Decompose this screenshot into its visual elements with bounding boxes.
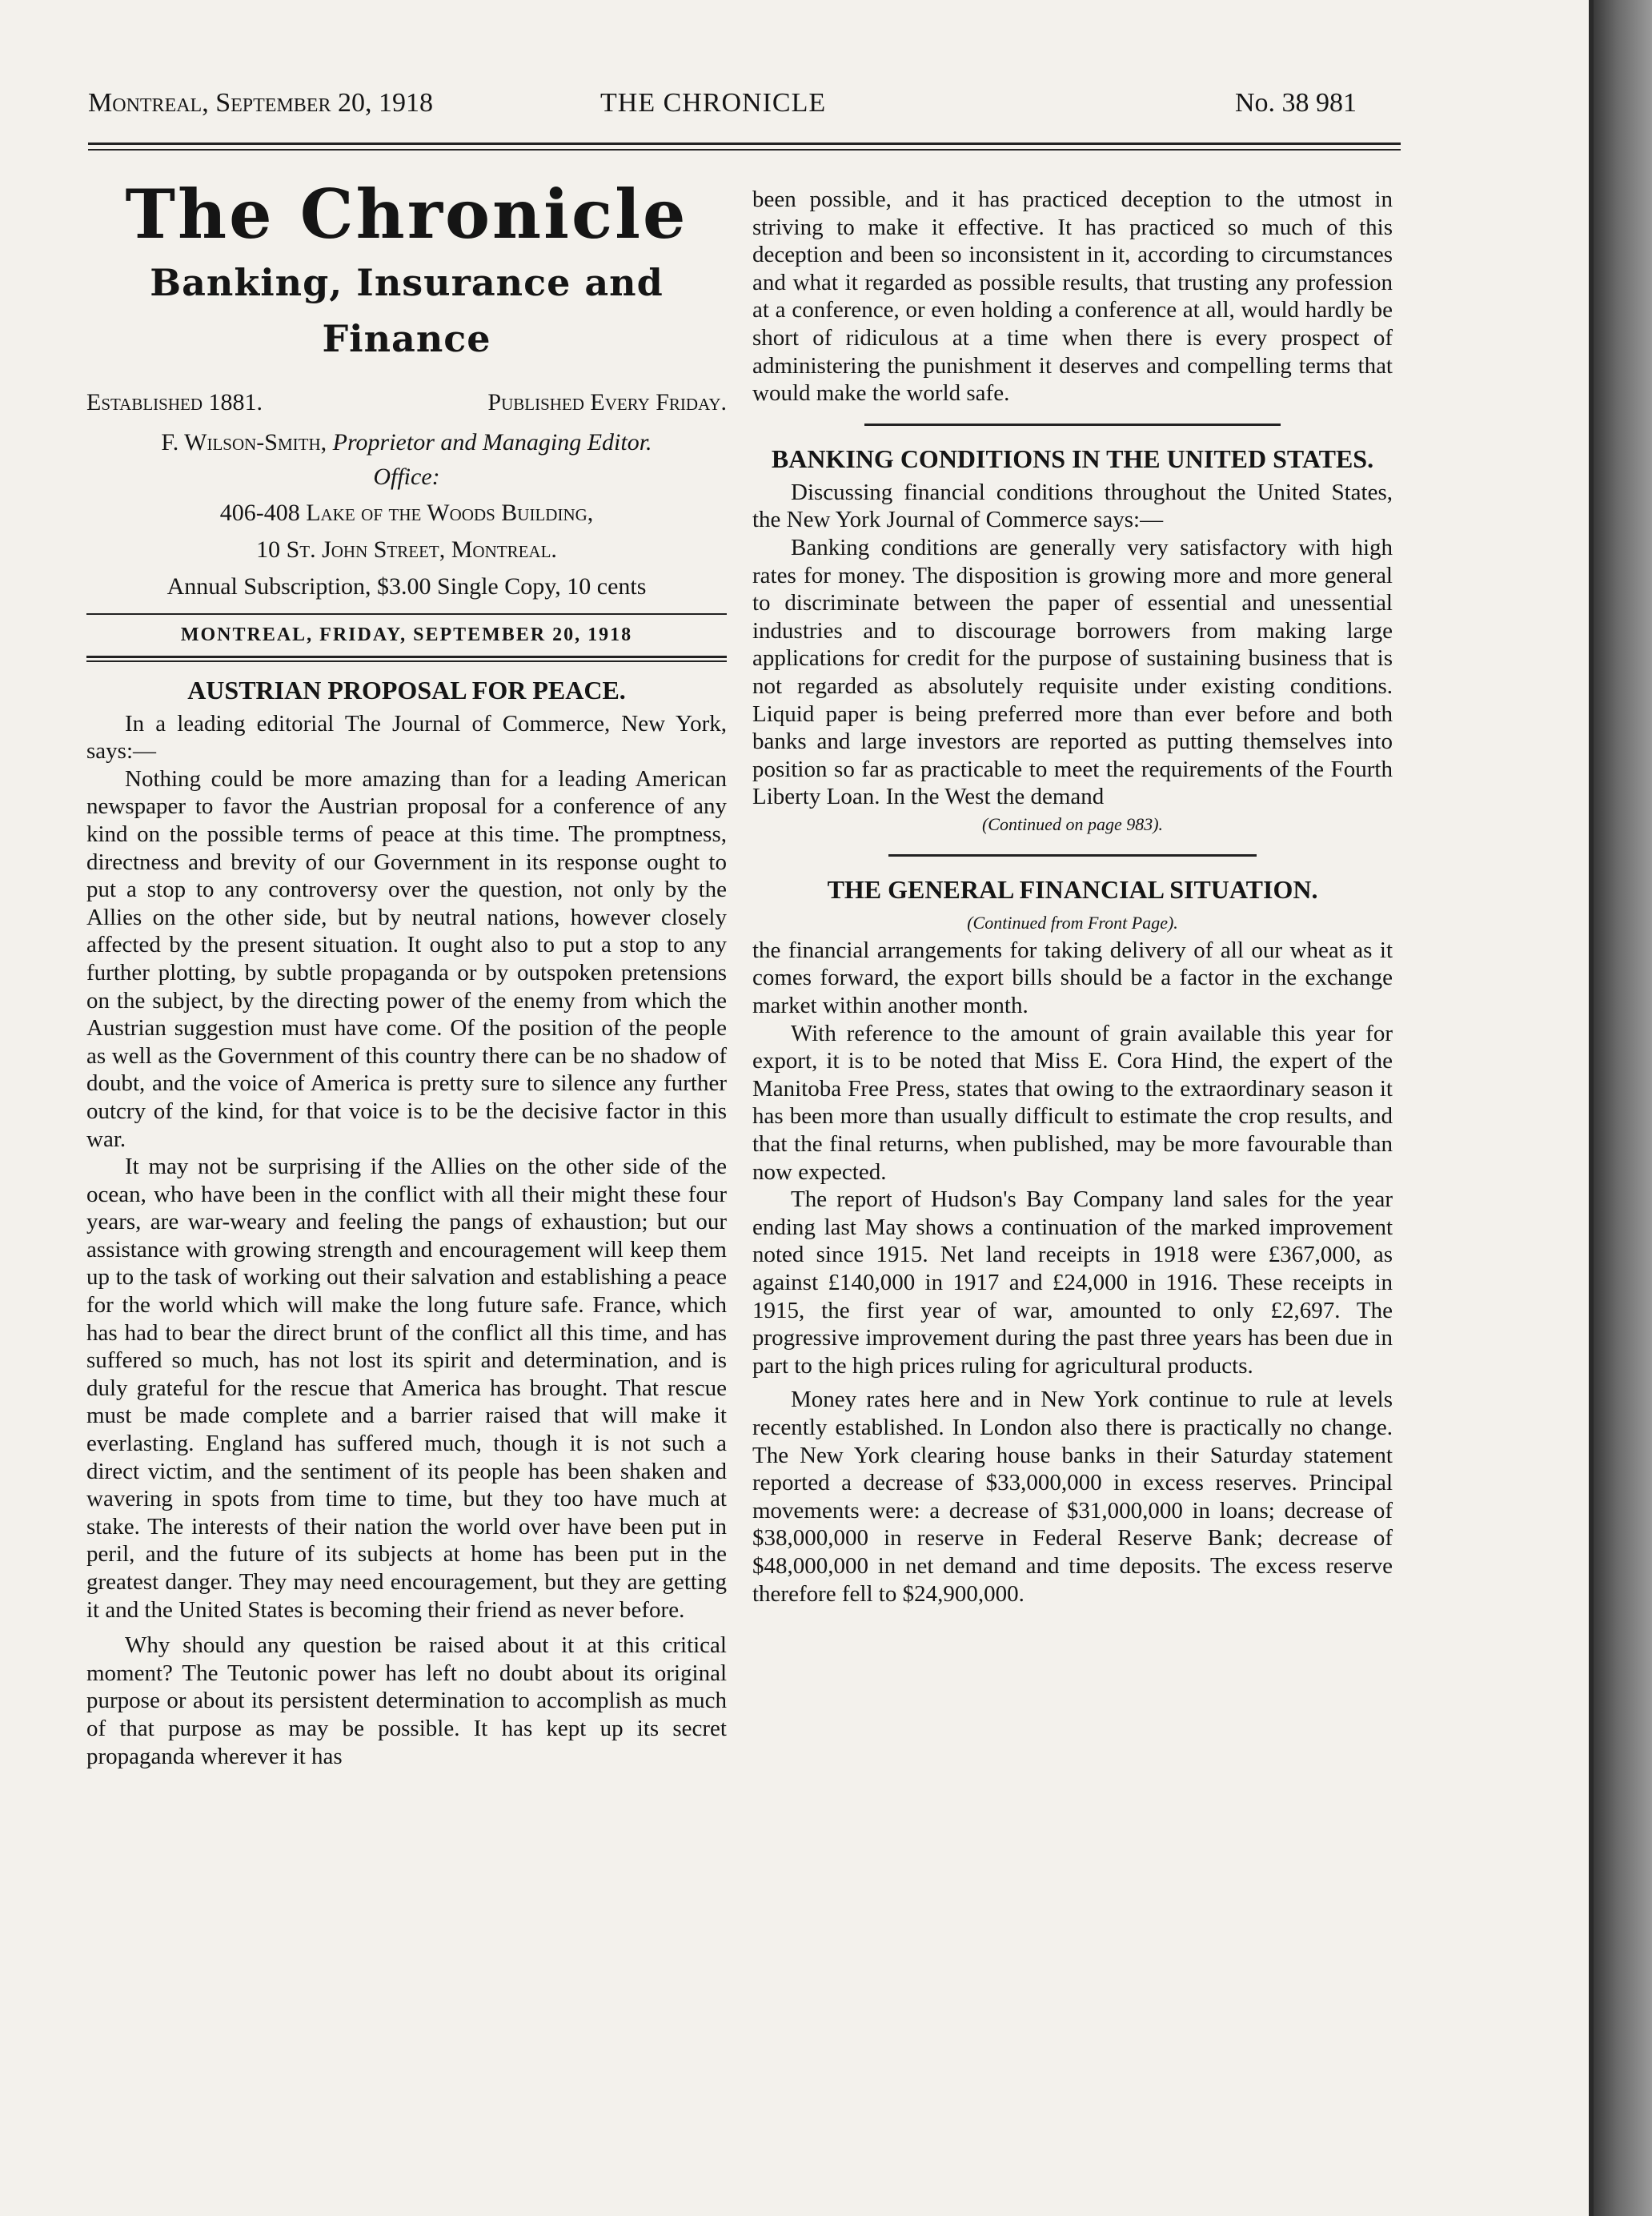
continued-on-note: (Continued on page 983). xyxy=(981,813,1164,834)
article-paragraph: Why should any question be raised about it at this critical moment? The Teutonic power has left no doubt about its original purpose or about its persistent determination to accomplish as much of that purpose as may be possible. It has kept up its secret propaganda wherever it has xyxy=(86,1632,727,1769)
right-column xyxy=(752,186,1393,1608)
dateline-rule xyxy=(86,656,727,662)
article-paragraph: Money rates here and in New York continue to rule at levels recently established. In London also there is practically no change. The New York clearing house banks in their Saturday statement reported a decrease of $33,000,000 in excess reserves. Principal movements were: a decrease of $31,000,000 in loans; decrease of $38,000,000 in reserve in Federal Reserve Bank; decrease of $48,000,000 in net demand and time deposits. The excess reserve therefore fell to $24,900,000. xyxy=(752,1387,1393,1607)
article-heading-banking: BANKING CONDITIONS IN THE UNITED STATES. xyxy=(771,444,1374,473)
office-label: Office: xyxy=(373,464,440,490)
proprietor-name: F. Wilson-Smith, xyxy=(161,429,327,456)
proprietor-line xyxy=(86,426,727,460)
article-continuation-austrian: been possible, and it has practiced deception to the utmost in striving to make it effective. It has practiced so much of this deception and been so inconsistent in it, according to circumstances and what it regarded as possible results, that trusting any profession at a conference, or even holding a conference at all, would hardly be short of ridiculous at a time when there is every prospect of administering the punishment it deserves and compelling terms that would make the world safe. xyxy=(752,187,1393,407)
proprietor-role: Proprietor and Managing Editor. xyxy=(332,429,652,456)
article-paragraph: Nothing could be more amazing than for a leading American newspaper to favor the Austrian proposal for a conference of any kind on the possible terms of peace at this time. The promptness, directness and brevity of our Government in its response ought to put a stop to any controversy over the question, not only by the Allies on the other side, but by neutral nations, however closely affected by the present situation. It ought also to put a stop to any further plotting, by subtle propaganda or by outspoken pretensions on the subject, by the directing power of the enemy from which the Austrian suggestion must have come. Of the position of the people as well as the Government of this country there can be no shadow of doubt, and the voice of America is pretty sure to silence any further outcry of the kind, for that voice is to be the decisive factor in this war. xyxy=(86,765,727,1152)
running-head-issue-page: No. 38 981 xyxy=(1234,88,1357,118)
masthead-meta xyxy=(86,389,727,426)
running-head xyxy=(88,88,1357,128)
subscription-line: Annual Subscription, $3.00 Single Copy, 10 cents xyxy=(166,573,647,600)
article-paragraph: the financial arrangements for taking delivery of all our wheat as it comes forward, the export bills should be a factor in the exchange market within another month. xyxy=(752,937,1393,1019)
continued-from-note: (Continued from Front Page). xyxy=(967,912,1178,933)
masthead-title: The Chronicle xyxy=(125,175,688,254)
running-head-title: THE CHRONICLE xyxy=(600,88,827,118)
office-address-1: 406-408 Lake of the Woods Building, xyxy=(219,500,594,526)
article-paragraph: Banking conditions are generally very satisfactory with high rates for money. The disposition is growing more and more general to discriminate between the paper of essential and unessential industries and to discourage borrowers from making large applications for credit for the purpose of sustaining business that is not regarded as absolutely requisite under existing conditions. Liquid paper is being preferred more than ever before and both banks and large investors are reported as putting themselves into position so far as practicable to meet the requirements of the Fourth Liberty Loan. In the West the demand xyxy=(752,534,1393,810)
section-rule xyxy=(888,854,1257,857)
header-rule xyxy=(88,143,1401,151)
running-head-date: Montreal, September 20, 1918 xyxy=(88,88,433,118)
section-rule xyxy=(864,424,1281,426)
article-paragraph: The report of Hudson's Bay Company land sales for the year ending last May shows a continuation of the marked improvement noted since 1915. Net land receipts in 1918 were £367,000, as against £140,000 in 1917 and £24,000 in 1916. These receipts in 1915, the first year of war, amounted to only £2,697. The progressive improvement during the past three years has been due in part to the high prices ruling for agricultural products. xyxy=(752,1186,1393,1379)
article-paragraph: In a leading editorial The Journal of Commerce, New York, says:— xyxy=(86,710,727,765)
office-address-2: 10 St. John Street, Montreal. xyxy=(256,536,557,563)
masthead-subtitle: Banking, Insurance and Finance xyxy=(150,261,664,360)
article-heading-general: THE GENERAL FINANCIAL SITUATION. xyxy=(827,874,1318,904)
article-heading-austrian: AUSTRIAN PROPOSAL FOR PEACE. xyxy=(187,675,626,705)
article-paragraph: With reference to the amount of grain available this year for export, it is to be noted that Miss E. Cora Hind, the expert of the Manitoba Free Press, states that owing to the extraordinary season it has been more than usually difficult to estimate the crop results, and that the final returns, when published, may be more favourable than now expected. xyxy=(752,1020,1393,1185)
published-text: Published Every Friday. xyxy=(487,389,727,416)
established-text: Established 1881. xyxy=(86,389,263,416)
book-spine xyxy=(1594,0,1652,2216)
issue-dateline: MONTREAL, FRIDAY, SEPTEMBER 20, 1918 xyxy=(86,613,727,656)
article-paragraph: Discussing financial conditions throughout the United States, the New York Journal of Commerce says:— xyxy=(752,479,1393,533)
article-paragraph: It may not be surprising if the Allies on the other side of the ocean, who have been in the conflict with all their might these four years, are war-weary and feeling the pangs of exhaustion; but our assistance with growing strength and encouragement will keep them up to the task of working out their salvation and establishing a peace for the world which will make the long future safe. France, which has had to bear the direct brunt of the conflict all this time, and has suffered so much, has not lost its spirit and determination, and is duly grateful for the rescue that America has brought. That rescue must be made complete and a barrier raised that will make it everlasting. England has suffered much, though it is not such a direct victim, and the sentiment of its people has been shaken and wavering in spots from time to time, but they too have much at stake. The interests of their nation the world over have been put in peril, and the future of its subjects at home has been put in the greatest danger. They may need encouragement, but they are getting it and the United States is becoming their friend as never before. xyxy=(86,1154,727,1623)
left-column xyxy=(86,175,727,1770)
